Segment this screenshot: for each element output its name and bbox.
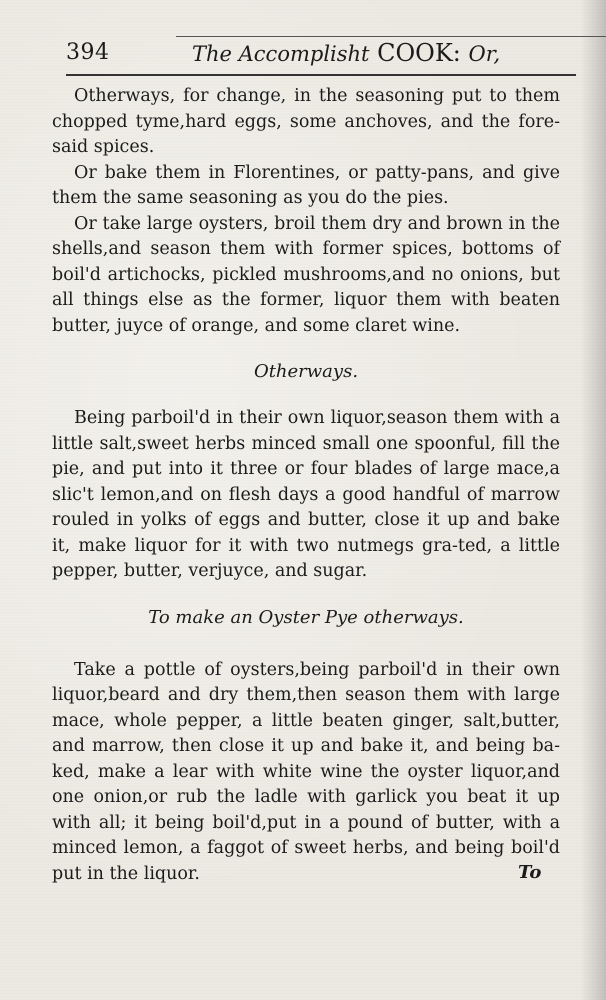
catchword: To bbox=[518, 862, 542, 883]
running-title-caps: COOK: bbox=[377, 39, 461, 67]
page-edge-shadow bbox=[580, 0, 606, 1000]
page-header bbox=[66, 36, 566, 76]
section-heading-otherways: Otherways. bbox=[253, 361, 359, 382]
running-title-italic: The Accomplisht bbox=[192, 42, 370, 66]
paragraph-otherways-change: Otherways, for change, in the seasoning put to them chopped tyme,hard eggs, some anchoves, and the fore-said spices. bbox=[52, 86, 560, 157]
header-rule bbox=[66, 74, 576, 76]
header-top-rule bbox=[176, 36, 606, 37]
paragraph-florentines: Or bake them in Florentines, or patty-pans, and give them the same seasoning as you do the pies. bbox=[52, 162, 560, 208]
running-title-end: Or, bbox=[468, 42, 501, 66]
section-heading-oyster-pye: To make an Oyster Pye otherways. bbox=[148, 606, 464, 628]
paragraph-broil-oysters: Or take large oysters, broil them dry and brown in the shells,and season them with former spices, bottoms of boil'd artichocks, pickled mushrooms,and no onions, but all things else as the former, liquor them with beaten butter, juyce of orange, and some claret wine. bbox=[52, 213, 560, 336]
page-body bbox=[52, 84, 560, 887]
paragraph-pottle-of-oysters: Take a pottle of oysters,being parboil'd in their own liquor,beard and dry them,then season them with large mace, whole pepper, a little beaten ginger, salt,butter, and marrow, then close it up and bake it, and being ba-ked, make a lear with white wine the oyster liquor,and one onion,or rub the ladle with garlick you beat it up with all; it being boil'd,put in a pound of butter, with a minced lemon, a faggot of sweet herbs, and being boil'd put in the liquor. bbox=[52, 659, 560, 884]
paragraph-parboiled: Being parboil'd in their own liquor,season them with a little salt,sweet herbs minced small one spoonful, fill the pie, and put into it three or four blades of large mace,a slic't lemon,and on flesh days a good handful of marrow rouled in yolks of eggs and butter, close it up and bake it, make liquor for it with two nutmegs gra-ted, a little pepper, butter, verjuyce, and sugar. bbox=[52, 408, 560, 581]
running-title bbox=[192, 39, 500, 67]
page-number: 394 bbox=[66, 40, 110, 65]
